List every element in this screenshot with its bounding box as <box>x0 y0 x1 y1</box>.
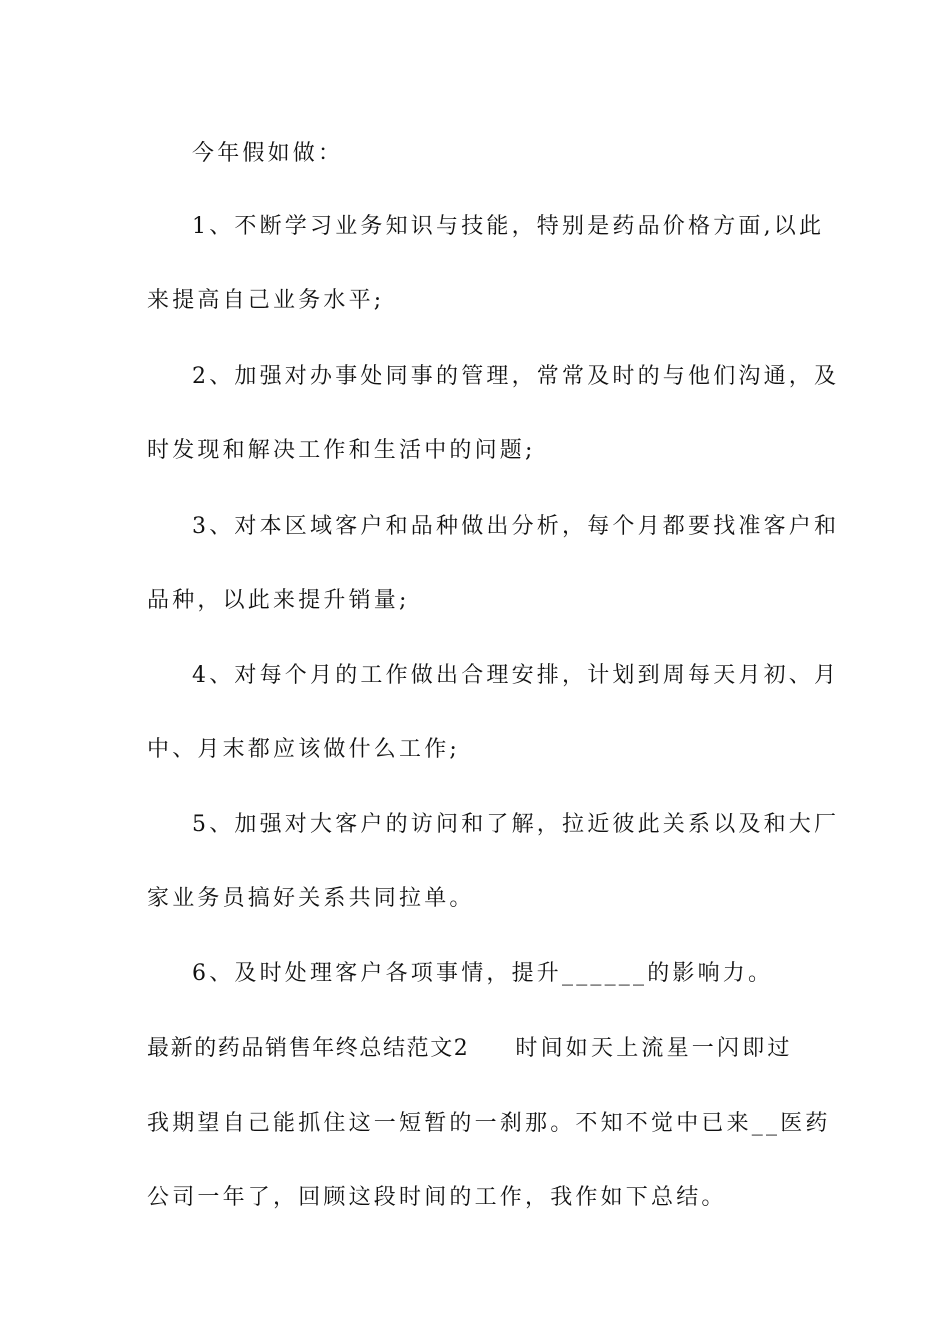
item-2-line-1: 2、加强对办事处同事的管理，常常及时的与他们沟通，及 <box>192 364 840 389</box>
item-5-line-2: 家业务员搞好关系共同拉单。 <box>147 886 475 911</box>
section-2-line-3: 公司一年了，回顾这段时间的工作，我作如下总结。 <box>147 1185 727 1210</box>
item-3-line-1: 3、对本区域客户和品种做出分析，每个月都要找准客户和 <box>192 514 840 539</box>
item-5-line-1: 5、加强对大客户的访问和了解，拉近彼此关系以及和大厂 <box>192 812 840 837</box>
intro-line: 今年假如做： <box>192 141 344 166</box>
item-6-line-1: 6、及时处理客户各项事情，提升______的影响力。 <box>192 961 774 986</box>
item-3-line-2: 品种，以此来提升销量; <box>147 588 410 613</box>
section-2-heading-line <box>147 1034 827 1064</box>
section-2-line-2: 我期望自己能抓住这一短暂的一刹那。不知不觉中已来__医药 <box>147 1111 831 1136</box>
item-4-line-2: 中、月末都应该做什么工作; <box>147 737 461 762</box>
section-2-lead: 时间如天上流星一闪即过 <box>515 1036 793 1061</box>
item-2-line-2: 时发现和解决工作和生活中的问题; <box>147 438 536 463</box>
item-1-line-1: 1、不断学习业务知识与技能，特别是药品价格方面,以此 <box>192 214 825 239</box>
item-1-line-2: 来提高自己业务水平; <box>147 288 385 313</box>
section-2-title: 最新的药品销售年终总结范文2 <box>147 1036 470 1061</box>
item-4-line-1: 4、对每个月的工作做出合理安排，计划到周每天月初、月 <box>192 663 840 688</box>
